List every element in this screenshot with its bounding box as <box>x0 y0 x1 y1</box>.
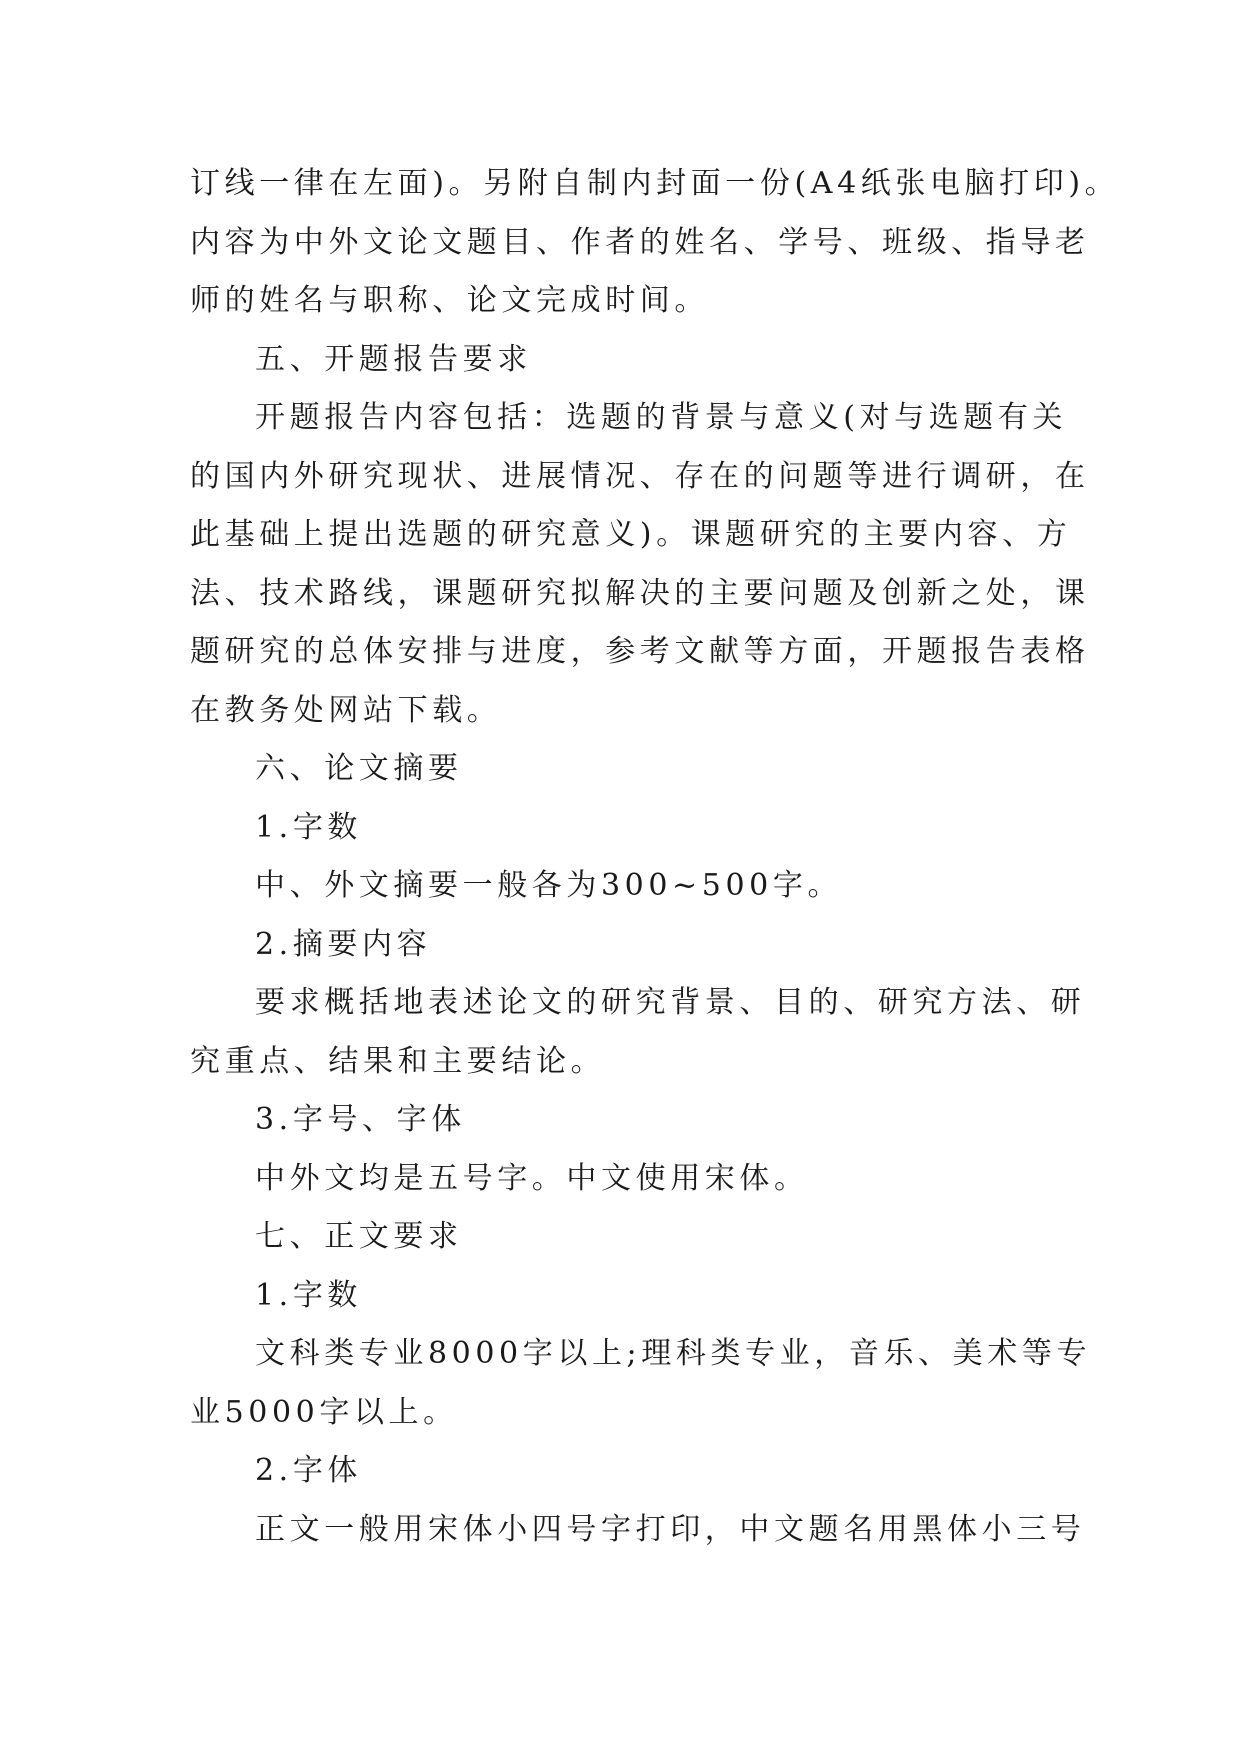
document-body <box>190 155 1120 1559</box>
section-heading: 七、正文要求 <box>255 1219 463 1254</box>
body-line: 内容为中外文论文题目、作者的姓名、学号、班级、指导老 <box>190 224 1090 260</box>
body-line: 正文一般用宋体小四号字打印，中文题名用黑体小三号 <box>255 1511 1086 1547</box>
subsection-heading: 3.字号、字体 <box>255 1102 466 1137</box>
body-line: 中、外文摘要一般各为300~500字。 <box>255 868 843 903</box>
subsection-heading: 2.字体 <box>255 1453 363 1488</box>
subsection-heading: 1.字数 <box>255 1277 363 1313</box>
body-line: 此基础上提出选题的研究意义)。课题研究的主要内容、方 <box>190 517 1072 552</box>
subsection-heading: 2.摘要内容 <box>255 926 432 962</box>
body-line: 究重点、结果和主要结论。 <box>190 1043 606 1079</box>
body-line: 中外文均是五号字。中文使用宋体。 <box>255 1160 809 1196</box>
body-line: 要求概括地表述论文的研究背景、目的、研究方法、研 <box>255 985 1086 1020</box>
body-line: 法、技术路线，课题研究拟解决的主要问题及创新之处，课 <box>190 575 1090 611</box>
body-line: 题研究的总体安排与进度，参考文献等方面，开题报告表格 <box>190 634 1090 669</box>
subsection-heading: 1.字数 <box>255 809 363 845</box>
body-line: 师的姓名与职称、论文完成时间。 <box>190 283 709 318</box>
body-line: 业5000字以上。 <box>190 1394 458 1430</box>
section-heading: 六、论文摘要 <box>255 751 463 786</box>
body-line: 开题报告内容包括：选题的背景与意义(对与选题有关 <box>255 400 1068 435</box>
body-line: 订线一律在左面)。另附自制内封面一份(A4纸张电脑打印)。 <box>190 166 1120 201</box>
body-line: 的国内外研究现状、进展情况、存在的问题等进行调研，在 <box>190 458 1090 494</box>
body-line: 文科类专业8000字以上;理科类专业，音乐、美术等专 <box>255 1336 1092 1371</box>
body-line: 在教务处网站下载。 <box>190 692 502 728</box>
section-heading: 五、开题报告要求 <box>255 341 532 377</box>
